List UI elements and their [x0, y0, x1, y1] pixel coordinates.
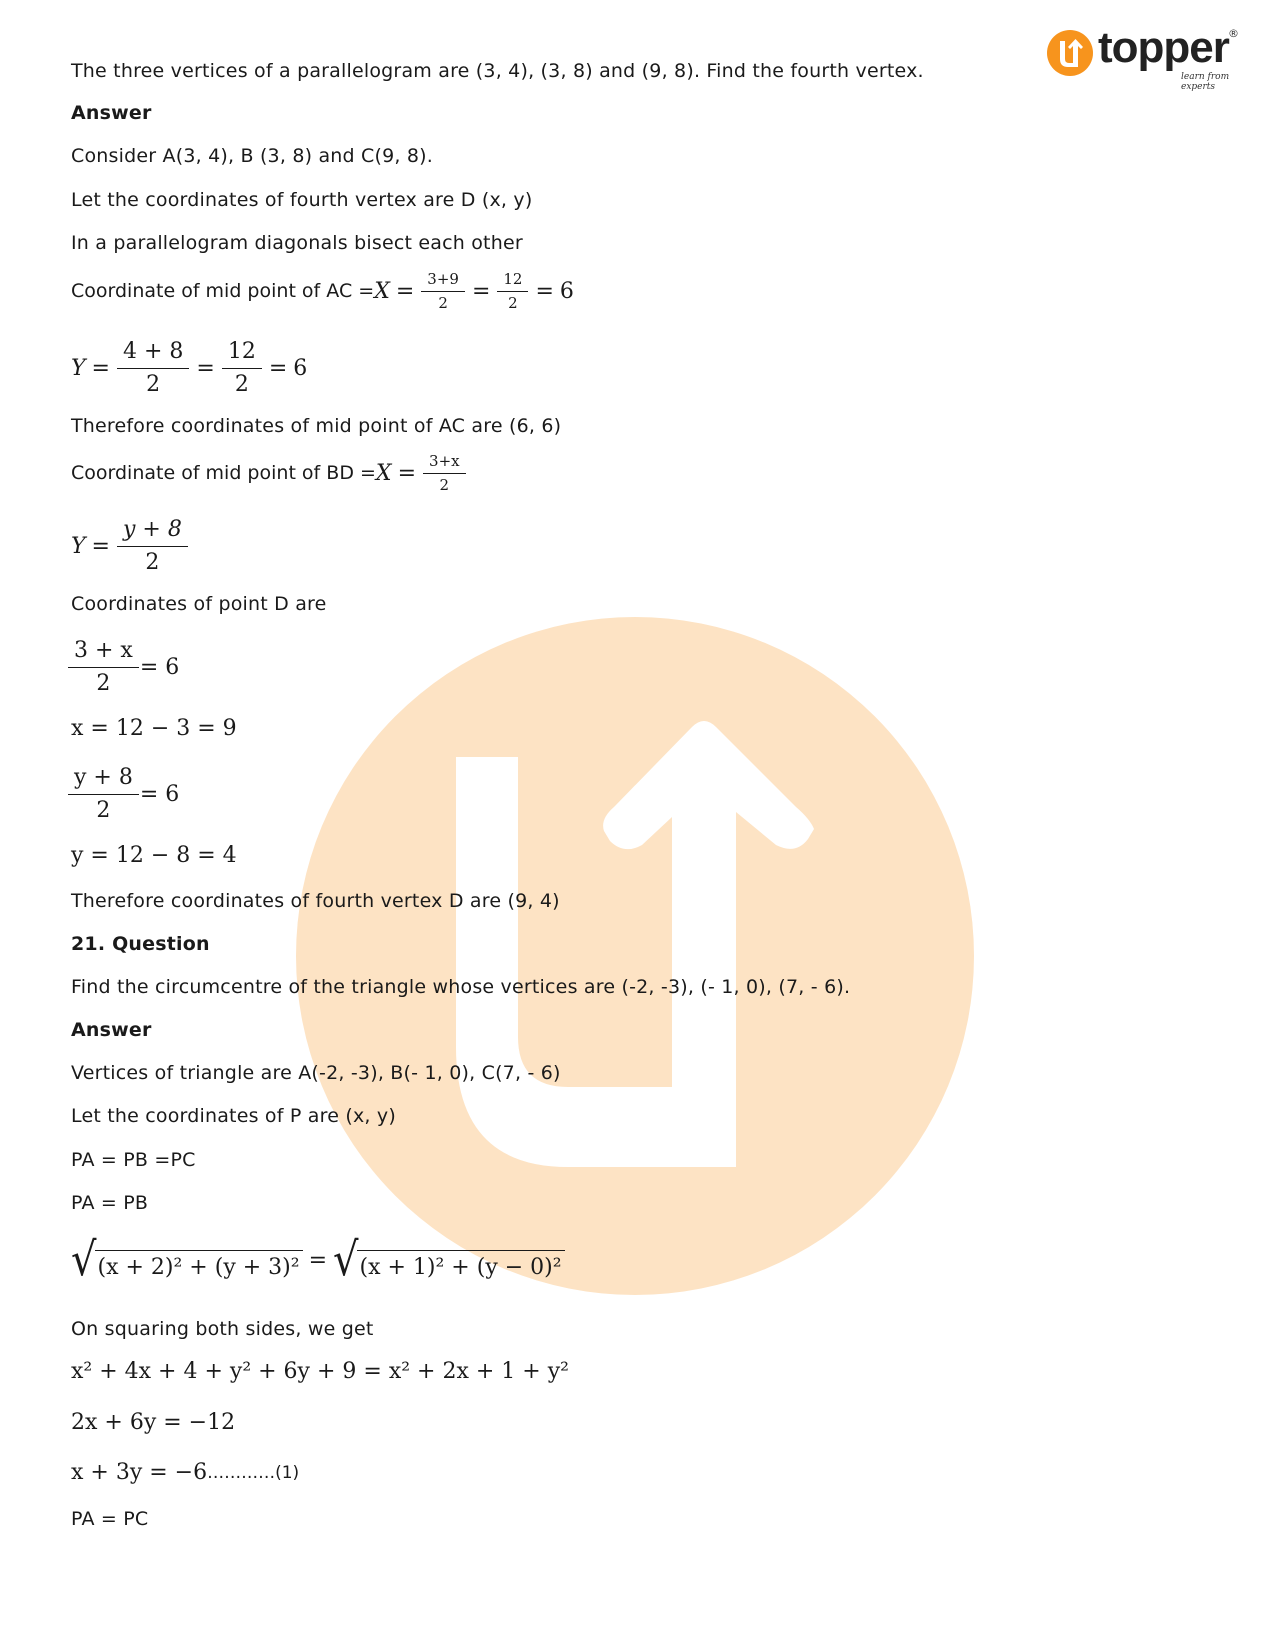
logo-name: topper [1098, 23, 1229, 72]
fraction [424, 270, 462, 313]
topper-logo[interactable] [1046, 23, 1246, 92]
denominator: 2 [68, 794, 139, 825]
fraction [71, 637, 136, 697]
math-eq: = [268, 355, 288, 381]
logo-mark-icon [1046, 29, 1094, 77]
question-21-text: Find the circumcentre of the triangle whose vertices are (-2, -3), (- 1, 0), (7, - 6). [71, 976, 851, 998]
math-midpoint-ac-x [71, 270, 574, 313]
math-linear-equation [71, 1410, 235, 1435]
radical-sign: √ [333, 1233, 359, 1287]
square-root [71, 1233, 303, 1287]
math-midpoint-ac-y [71, 338, 307, 398]
math-eq: = [395, 278, 415, 304]
math-result: = 6 [139, 654, 180, 680]
math-result: = 6 [139, 781, 180, 807]
math-eq: = [308, 1247, 327, 1273]
denominator: 2 [497, 291, 528, 313]
fraction [500, 270, 525, 313]
answer-line: In a parallelogram diagonals bisect each other [71, 232, 523, 254]
math-result: 6 [559, 278, 574, 304]
watermark-logo [296, 617, 974, 1295]
numerator: 4 + 8 [122, 339, 184, 364]
answer-line: Therefore coordinates of mid point of AC are (6, 6) [71, 415, 562, 437]
answer-line: PA = PB [71, 1192, 149, 1214]
math-label: Coordinate of mid point of AC = [71, 280, 375, 303]
math-d-y-equation [71, 764, 179, 824]
numerator: y + 8 [74, 765, 133, 790]
numerator: 3+x [429, 452, 460, 470]
denominator: 2 [222, 368, 262, 399]
math-eq: = [471, 278, 491, 304]
radical-sign: √ [71, 1233, 97, 1287]
question-20-text: The three vertices of a parallelogram are (3, 4), (3, 8) and (9, 8). Find the fourth vertex. [71, 60, 924, 82]
denominator: 2 [423, 473, 466, 495]
math-expression: 2x + 6y = −12 [71, 1410, 236, 1435]
fraction [426, 452, 463, 495]
math-result: 6 [293, 355, 308, 381]
math-expanded-equation [71, 1359, 569, 1384]
math-midpoint-bd-x [71, 452, 467, 495]
numerator: 12 [227, 339, 256, 364]
answer-line: Let the coordinates of fourth vertex are D (x, y) [71, 189, 533, 211]
math-eq: = [91, 355, 110, 381]
fraction [71, 764, 136, 824]
numerator: y + 8 [122, 517, 182, 542]
answer-heading: Answer [71, 1019, 152, 1041]
math-expression: y = 12 − 8 = 4 [71, 843, 237, 868]
fraction [120, 338, 186, 398]
answer-heading: Answer [71, 102, 152, 124]
denominator: 2 [421, 291, 465, 313]
math-label: Coordinate of mid point of BD = [71, 462, 376, 485]
fraction [120, 516, 185, 576]
math-eq: = [535, 278, 554, 304]
question-21-heading: 21. Question [71, 933, 210, 955]
math-expression: x = 12 − 3 = 9 [71, 716, 237, 741]
radicand: (x + 2)² + (y + 3)² [95, 1250, 303, 1280]
radicand: (x + 1)² + (y − 0)² [357, 1250, 565, 1280]
math-var: X [374, 278, 390, 304]
answer-line: Let the coordinates of P are (x, y) [71, 1105, 396, 1127]
math-eq: = [91, 533, 110, 559]
answer-line: Consider A(3, 4), B (3, 8) and C(9, 8). [71, 145, 434, 167]
logo-tagline: learn from experts [1181, 72, 1230, 92]
math-expression: x² + 4x + 4 + y² + 6y + 9 = x² + 2x + 1 + y² [71, 1359, 569, 1384]
answer-line: On squaring both sides, we get [71, 1318, 374, 1340]
denominator: 2 [117, 368, 189, 399]
leader-dots: ………… [207, 1462, 276, 1483]
numerator: 3 + x [74, 638, 133, 663]
numerator: 3+9 [427, 270, 459, 288]
math-d-y-solve [71, 843, 237, 868]
registered-mark: ® [1228, 27, 1239, 40]
math-equation-1 [71, 1460, 299, 1485]
fraction [225, 338, 259, 398]
math-var: Y [71, 533, 86, 559]
math-midpoint-bd-y [71, 516, 189, 576]
answer-line: PA = PB =PC [71, 1149, 196, 1171]
answer-line: Therefore coordinates of fourth vertex D are (9, 4) [71, 890, 560, 912]
answer-line: PA = PC [71, 1508, 149, 1530]
math-var: Y [71, 355, 86, 381]
answer-line: Vertices of triangle are A(-2, -3), B(- 1, 0), C(7, - 6) [71, 1062, 561, 1084]
math-d-x-equation [71, 637, 179, 697]
math-expression: x + 3y = −6 [71, 1460, 208, 1485]
math-d-x-solve [71, 716, 237, 741]
denominator: 2 [117, 546, 188, 577]
numerator: 12 [503, 270, 523, 288]
answer-line: Coordinates of point D are [71, 593, 327, 615]
equation-tag: (1) [275, 1462, 300, 1483]
math-eq: = [397, 460, 417, 486]
math-distance-equation [71, 1233, 565, 1287]
math-var: X [375, 460, 392, 486]
square-root [333, 1233, 565, 1287]
math-eq: = [196, 355, 215, 381]
denominator: 2 [68, 667, 139, 698]
